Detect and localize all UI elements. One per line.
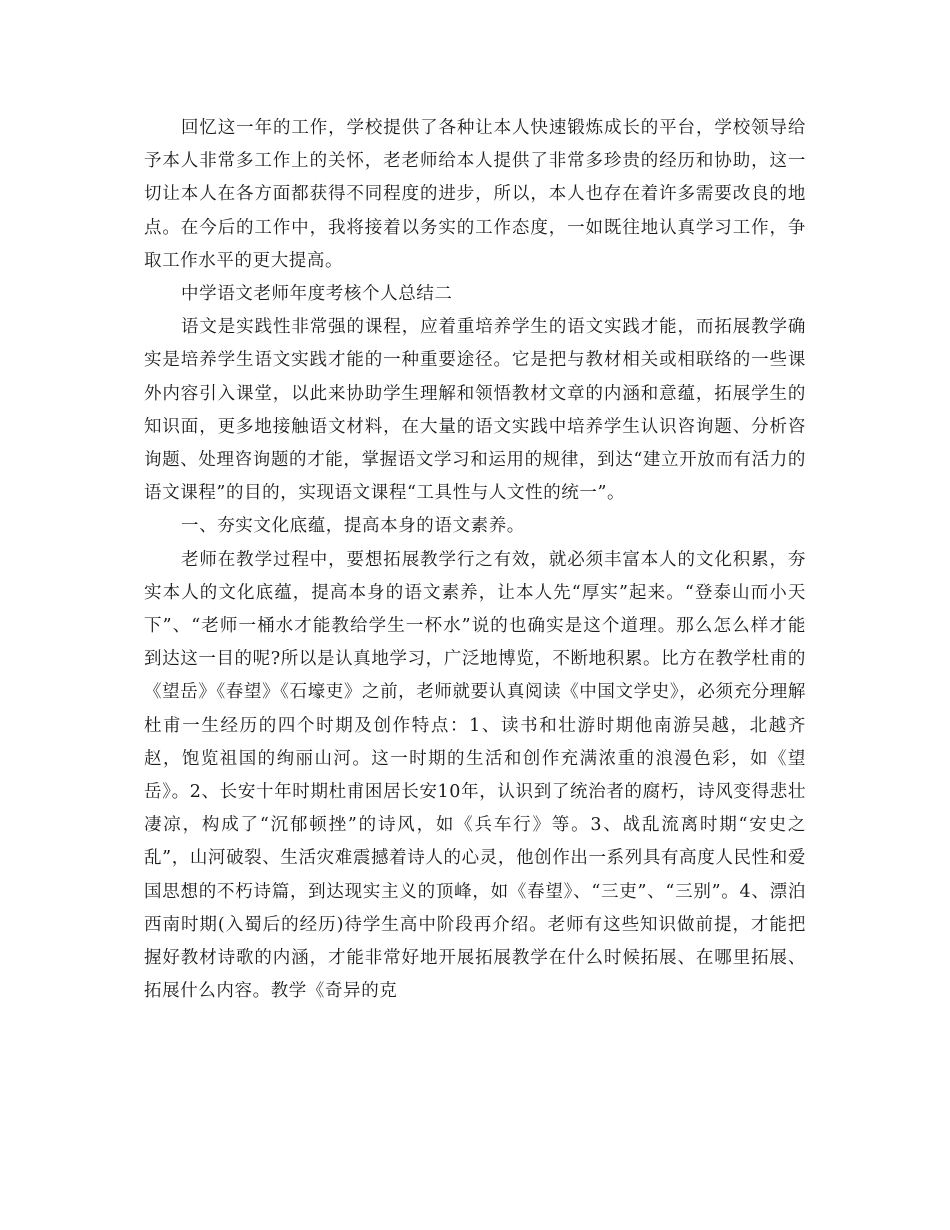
section-title-summary-two: 中学语文老师年度考核个人总结二 <box>181 284 453 305</box>
document-page <box>144 112 806 1008</box>
section-heading-one: 一、夯实文化底蕴，提高本身的语文素养。 <box>181 516 525 537</box>
paragraph-teacher-literacy: 老师在教学过程中，要想拓展教学行之有效，就必须丰富本人的文化积累，夯实本人的文化底蕴，提高本身的语文素养，让本人先“厚实”起来。“登泰山而小天下”、“老师一桶水才能教给学生一杯水”说的也确实是这个道理。那么怎么样才能到达这一目的呢?所以是认真地学习，广泛地博览，不断地积累。比方在教学杜甫的《望岳》《春望》《石壕吏》之前，老师就要认真阅读《中国文学史》，必须充分理解杜甫一生经历的四个时期及创作特点：1、读书和壮游时期他南游吴越，北越齐赵，饱览祖国的绚丽山河。这一时期的生活和创作充满浓重的浪漫色彩，如《望岳》。2、长安十年时期杜甫困居长安10年，认识到了统治者的腐朽，诗风变得悲壮凄凉，构成了“沉郁顿挫”的诗风，如《兵车行》等。3、战乱流离时期“安史之乱”，山河破裂、生活灾难震撼着诗人的心灵，他创作出一系列具有高度人民性和爱国思想的不朽诗篇，到达现实主义的顶峰，如《春望》、“三吏”、“三别”。4、漂泊西南时期(入蜀后的经历)待学生高中阶段再介绍。老师有这些知识做前提，才能把握好教材诗歌的内涵，才能非常好地开展拓展教学在什么时候拓展、在哪里拓展、拓展什么内容。教学《奇异的克 <box>144 549 806 1002</box>
paragraph-chinese-practice: 语文是实践性非常强的课程，应着重培养学生的语文实践才能，而拓展教学确实是培养学生语文实践才能的一种重要途径。它是把与教材相关或相联络的一些课外内容引入课堂，以此来协助学生理解和领悟教材文章的内涵和意蕴，拓展学生的知识面，更多地接触语文材料，在大量的语文实践中培养学生认识咨询题、分析咨询题、处理咨询题的才能，掌握语文学习和运用的规律，到达“建立开放而有活力的语文课程”的目的，实现语文课程“工具性与人文性的统一”。 <box>144 317 806 504</box>
paragraph-year-review: 回忆这一年的工作，学校提供了各种让本人快速锻炼成长的平台，学校领导给予本人非常多工作上的关怀，老老师给本人提供了非常多珍贵的经历和协助，这一切让本人在各方面都获得不同程度的进步，所以，本人也存在着许多需要改良的地点。在今后的工作中，我将接着以务实的工作态度，一如既往地认真学习工作，争取工作水平的更大提高。 <box>144 118 806 271</box>
